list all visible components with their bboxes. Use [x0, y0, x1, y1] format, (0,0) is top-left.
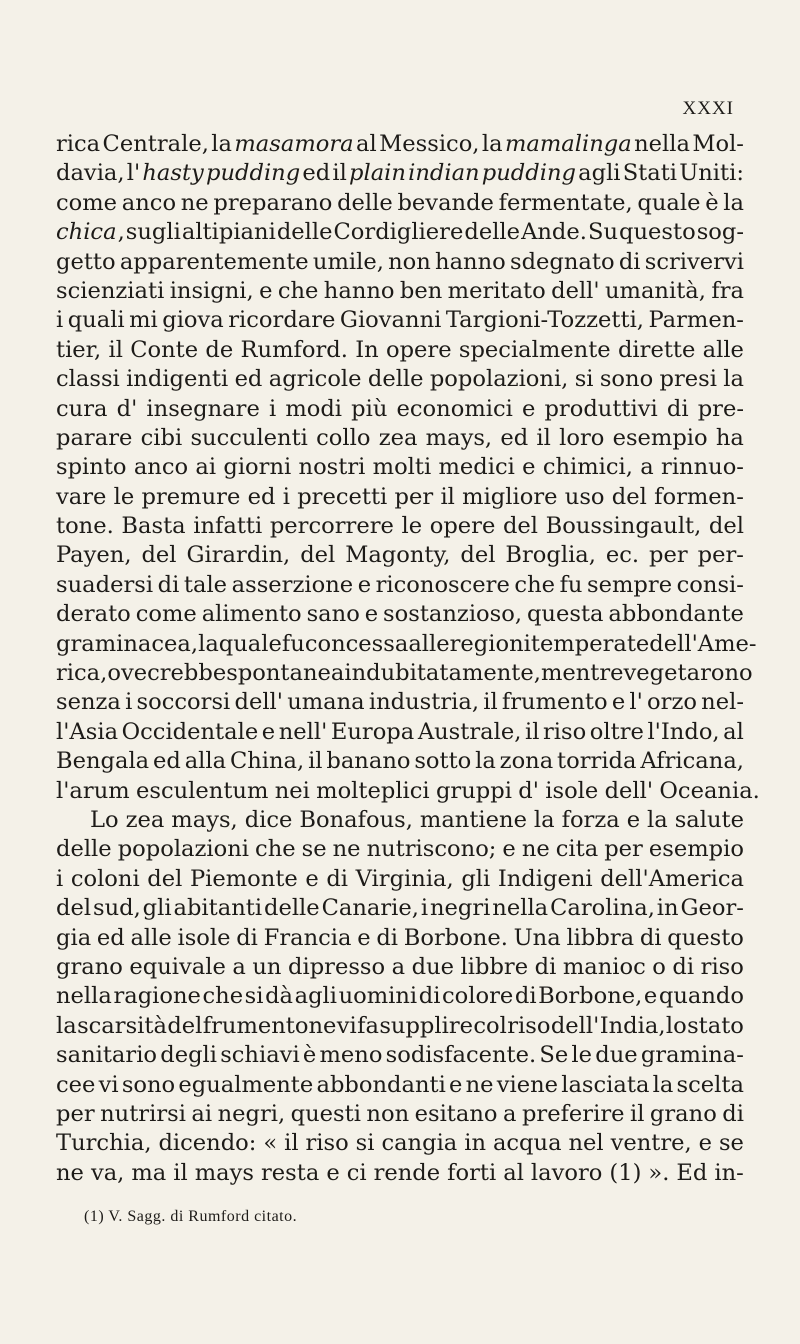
text-line: spinto anco ai giorni nostri molti medici e chimici, a rinnuo-	[56, 454, 744, 481]
text-line: delle popolazioni che se ne nutriscono; e ne cita per esempio	[56, 836, 744, 863]
text-line: grano equivale a un dipresso a due libbre di manioc o di riso	[56, 953, 744, 980]
text-line: graminacea, la quale fu concessa alle regioni temperate dell'Ame-	[56, 630, 757, 657]
text-line: sanitario degli schiavi è meno sodisfacente. Se le due gramina-	[56, 1042, 744, 1069]
text-line: classi indigenti ed agricole delle popolazioni, si sono presi la	[56, 366, 744, 393]
body-text	[56, 130, 760, 1188]
text-line: vare le premure ed i precetti per il migliore uso del formen-	[56, 483, 744, 510]
text-line: senza i soccorsi dell' umana industria, il frumento e l' orzo nel-	[56, 689, 744, 716]
text-line: parare cibi succulenti collo zea mays, ed il loro esempio ha	[56, 424, 744, 451]
text-line: chica , sugli altipiani delle Cordigliere delle Ande. Su questo sog-	[56, 219, 744, 246]
text-line: derato come alimento sano e sostanzioso, questa abbondante	[56, 601, 744, 628]
text-line: rica Centrale, la masamora al Messico, la mamalinga nella Mol-	[56, 131, 744, 157]
text-line: scienziati insigni, e che hanno ben meritato dell' umanità, fra	[56, 277, 744, 304]
footnote: (1) V. Sagg. di Rumford citato.	[84, 1208, 298, 1225]
text-line: la scarsità del frumentone vi fa supplire col riso dell' India, lo stato	[56, 1012, 744, 1039]
text-line: cura d' insegnare i modi più economici e produttivi di pre-	[56, 395, 744, 422]
text-line: nella ragione che si dà agli uomini di colore di Borbone, e quando	[56, 983, 744, 1010]
text-line: suadersi di tale asserzione e riconoscere che fu sempre consi-	[56, 571, 744, 598]
text-line: Lo zea mays, dice Bonafous, mantiene la forza e la salute	[90, 806, 744, 833]
text-line: getto apparentemente umile, non hanno sdegnato di scrivervi	[56, 248, 744, 275]
text-line: Payen, del Girardin, del Magonty, del Broglia, ec. per per-	[56, 542, 744, 569]
text-line: come anco ne preparano delle bevande fermentate, quale è la	[56, 189, 744, 216]
text-line: l'arum esculentum nei molteplici gruppi d' isole dell' Oceania.	[56, 777, 760, 804]
text-line: tier, il Conte de Rumford. In opere specialmente dirette alle	[56, 336, 744, 363]
page-number: XXXI	[682, 98, 734, 119]
text-line: i coloni del Piemonte e di Virginia, gli Indigeni dell'America	[56, 865, 744, 892]
text-line: davia, l' hasty pudding ed il plain indian pudding agli Stati Uniti:	[56, 160, 744, 187]
text-line: i quali mi giova ricordare Giovanni Targioni-Tozzetti, Parmen-	[56, 307, 744, 334]
text-line: per nutrirsi ai negri, questi non esitano a preferire il grano di	[56, 1100, 744, 1127]
text-line: cee vi sono egualmente abbondanti e ne viene lasciata la scelta	[56, 1071, 744, 1098]
text-line: Turchia, dicendo: « il riso si cangia in acqua nel ventre, e se	[56, 1130, 744, 1157]
text-line: Bengala ed alla China, il banano sotto la zona torrida Africana,	[56, 748, 744, 775]
text-line: tone. Basta infatti percorrere le opere del Boussingault, del	[56, 513, 744, 540]
text-line: ne va, ma il mays resta e ci rende forti al lavoro (1) ». Ed in-	[56, 1159, 744, 1186]
text-line: rica, ove crebbe spontanea indubitatamente, mentre vegetarono	[56, 660, 753, 687]
text-line: del sud, gli abitanti delle Canarie, i negri nella Carolina, in Geor-	[56, 895, 744, 922]
text-line: l'Asia Occidentale e nell' Europa Australe, il riso oltre l'Indo, al	[56, 718, 744, 745]
text-line: gia ed alle isole di Francia e di Borbone. Una libbra di questo	[56, 924, 744, 951]
